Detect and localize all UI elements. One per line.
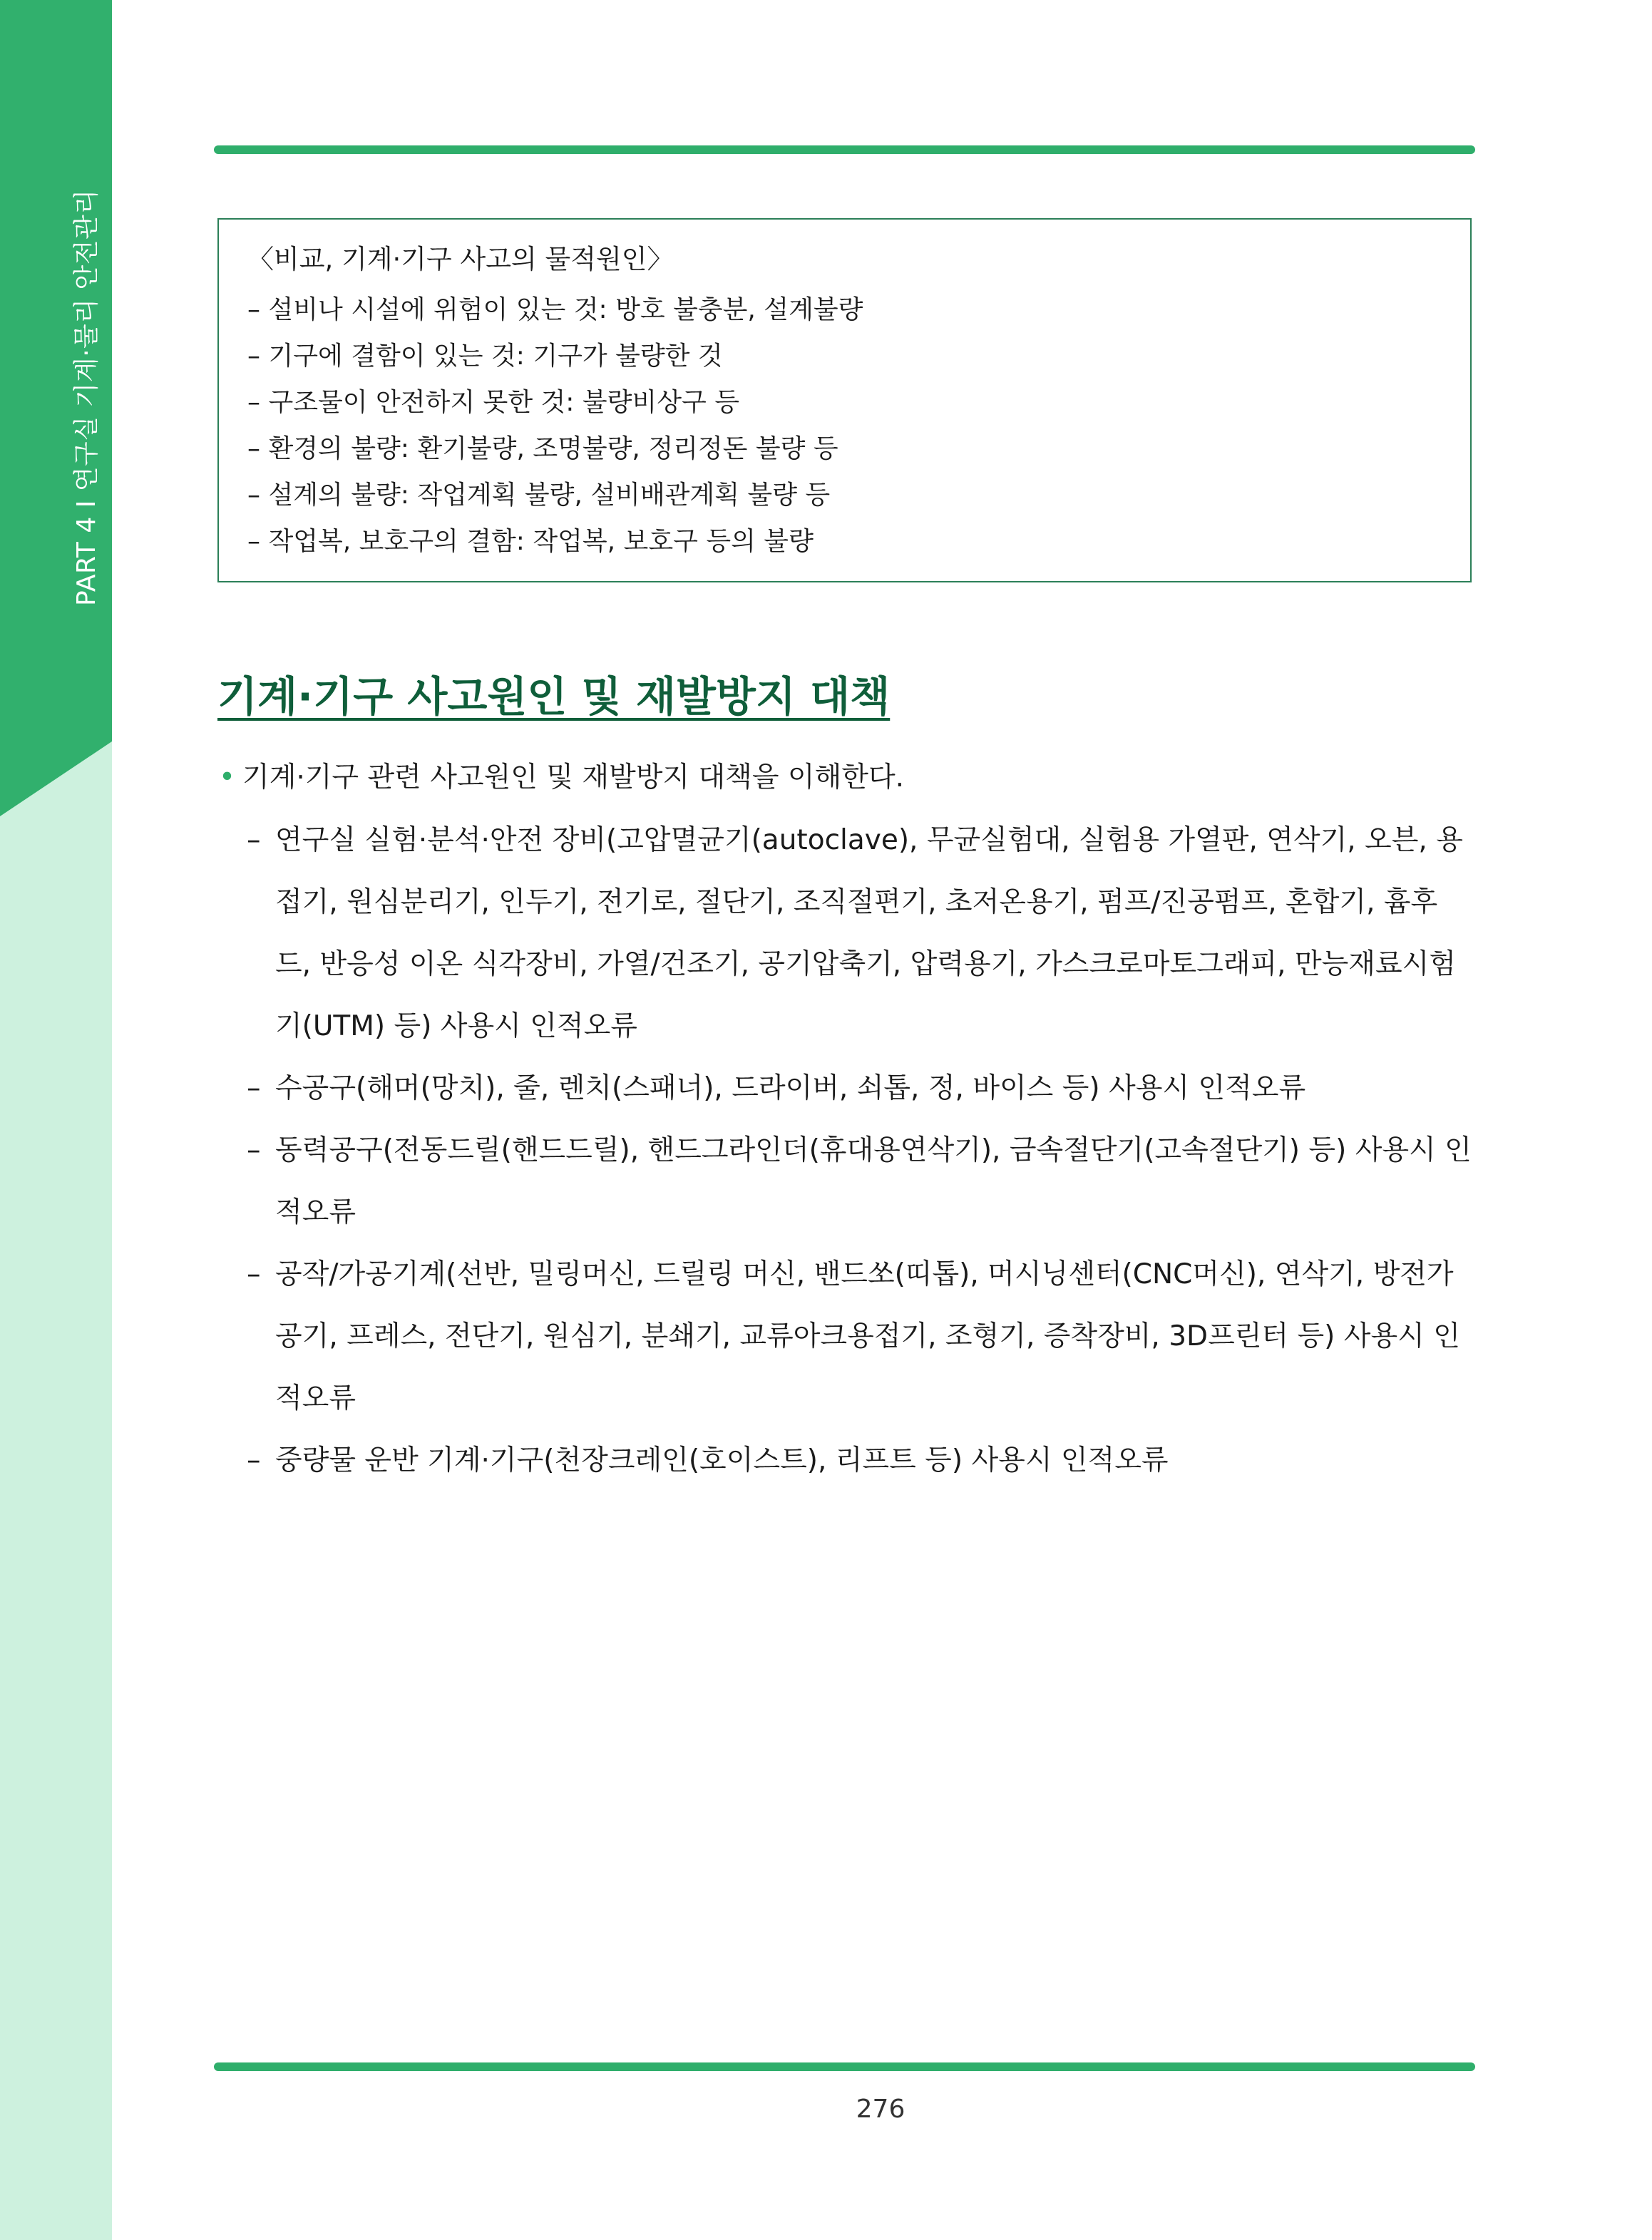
list-item-text: 중량물 운반 기계·기구(천장크레인(호이스트), 리프트 등) 사용시 인적오류 bbox=[275, 1444, 1169, 1476]
list-item-text: 동력공구(전동드릴(핸드드릴), 핸드그라인더(휴대용연삭기), 금속절단기(고속절단기) 등) 사용시 인적오류 bbox=[275, 1134, 1472, 1228]
top-divider bbox=[214, 145, 1475, 154]
box-item: – 설비나 시설에 위험이 있는 것: 방호 불충분, 설계불량 bbox=[247, 295, 863, 324]
dash-marker: – bbox=[247, 1134, 261, 1166]
bullet-marker: • bbox=[219, 761, 236, 793]
comparison-box bbox=[217, 218, 1472, 582]
part-label: PART 4 I 연구실 기계·물리 안전관리 bbox=[72, 189, 101, 606]
bullet-item bbox=[219, 756, 904, 800]
list-item bbox=[247, 1057, 1472, 1119]
dash-marker: – bbox=[247, 824, 261, 856]
list-item bbox=[247, 1119, 1472, 1243]
box-item: – 설계의 불량: 작업계획 불량, 설비배관계획 불량 등 bbox=[247, 481, 831, 510]
dash-marker: – bbox=[247, 1444, 261, 1476]
list-item-text: 공작/가공기계(선반, 밀링머신, 드릴링 머신, 밴드쏘(띠톱), 머시닝센터(CNC머신), 연삭기, 방전가공기, 프레스, 전단기, 원심기, 분쇄기, 교류아크용접기, 조형기, 증착장비, 3D프린터 등) 사용시 인적오류 bbox=[275, 1258, 1460, 1414]
box-item: – 구조물이 안전하지 못한 것: 불량비상구 등 bbox=[247, 388, 739, 417]
box-item: – 환경의 불량: 환기불량, 조명불량, 정리정돈 불량 등 bbox=[247, 434, 838, 463]
list-item bbox=[247, 1243, 1472, 1429]
box-item: – 기구에 결함이 있는 것: 기구가 불량한 것 bbox=[247, 341, 723, 371]
cause-list bbox=[247, 809, 1472, 1491]
list-item bbox=[247, 809, 1472, 1057]
dash-marker: – bbox=[247, 1258, 261, 1290]
box-item: – 작업복, 보호구의 결함: 작업복, 보호구 등의 불량 bbox=[247, 527, 814, 556]
list-item bbox=[247, 1429, 1472, 1491]
bullet-text: 기계·기구 관련 사고원인 및 재발방지 대책을 이해한다. bbox=[242, 761, 905, 793]
box-title: 〈비교, 기계·기구 사고의 물적원인〉 bbox=[247, 244, 674, 274]
page-number: 276 bbox=[856, 2095, 905, 2124]
list-item-text: 수공구(해머(망치), 줄, 렌치(스패너), 드라이버, 쇠톱, 정, 바이스 등) 사용시 인적오류 bbox=[275, 1072, 1306, 1104]
list-item-text: 연구실 실험·분석·안전 장비(고압멸균기(autoclave), 무균실험대, 실험용 가열판, 연삭기, 오븐, 용접기, 원심분리기, 인두기, 전기로, 절단기, 조직절편기, 초저온용기, 펌프/진공펌프, 혼합기, 흄후드, 반응성 이온 식각장비, 가열/건조기, 공기압축기, 압력용기, 가스크로마토그래피, 만능재료시험기(UTM) 등) 사용시 인적오류 bbox=[275, 824, 1463, 1042]
dash-marker: – bbox=[247, 1072, 261, 1104]
section-title: 기계·기구 사고원인 및 재발방지 대책 bbox=[217, 672, 891, 721]
bottom-divider bbox=[214, 2062, 1475, 2071]
